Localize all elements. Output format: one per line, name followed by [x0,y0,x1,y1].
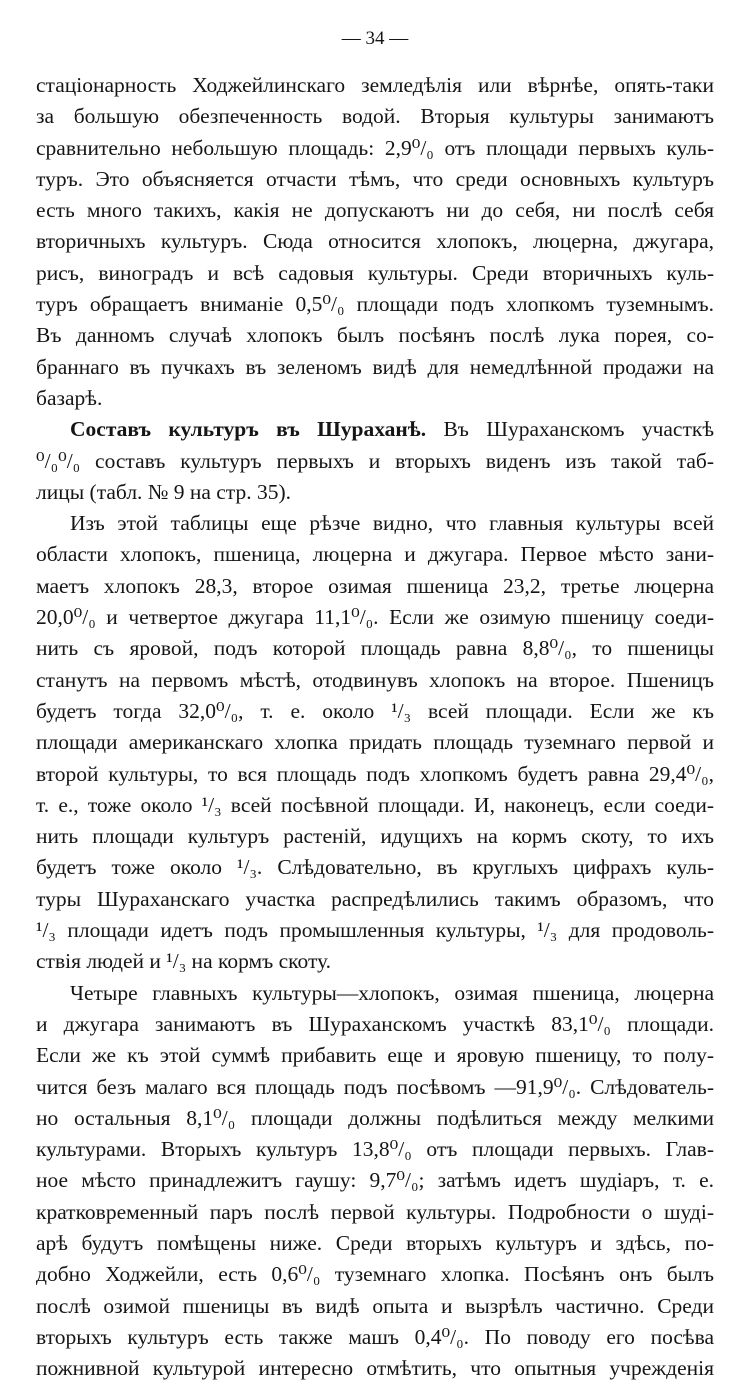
text-line: площади американскаго хлопка придать площадь туземнаго первой и [36,730,714,755]
page-number: — 34 — [341,28,409,49]
text-line: 20,0⁰/₀ и четвертое джугара 11,1⁰/₀. Если же озимую пшеницу соеди- [36,605,714,630]
text-line: области хлопокъ, пшеница, люцерна и джугара. Первое мѣсто зани- [36,542,714,567]
section-heading: Составъ культуръ въ Шураханѣ. [70,417,427,442]
text-line: Если же къ этой суммѣ прибавить еще и яровую пшеницу, то полу- [36,1043,714,1068]
text-line: и джугара занимаютъ въ Шураханскомъ участкѣ 83,1⁰/₀ площади. [36,1011,714,1036]
text-line: базарѣ. [36,385,103,410]
text-line: вторыхъ культуръ есть также машъ 0,4⁰/₀. По поводу его посѣва [36,1324,714,1349]
text-line: ⁰/₀⁰/₀ составъ культуръ первыхъ и вторыхъ виденъ изъ такой таб- [36,448,714,473]
text-line: будетъ тоже около ¹/₃. Слѣдовательно, въ круглыхъ цифрахъ куль- [36,855,714,880]
text-line: сравнительно небольшую площадь: 2,9⁰/₀ отъ площади первыхъ куль- [36,135,714,160]
text-line: т. е., тоже около ¹/₃ всей посѣвной площади. И, наконецъ, если соеди- [36,792,714,817]
paragraph-3 [36,508,714,977]
paragraph-1 [36,70,714,414]
text-line: нить съ яровой, подъ которой площадь равна 8,8⁰/₀, то пшеницы [36,636,714,661]
text-line: пожнивной культурой интересно отмѣтить, что опытныя учрежденія [36,1356,714,1381]
text-line: кратковременный паръ послѣ первой культуры. Подробности о шуді- [36,1199,714,1224]
text-line: есть много такихъ, какія не допускаютъ ни до себя, ни послѣ себя [36,198,714,223]
text-line: ствія людей и ¹/₃ на кормъ скоту. [36,949,332,974]
text-line: вторичныхъ культуръ. Сюда относится хлопокъ, люцерна, джугара, [36,229,714,254]
text-line: послѣ озимой пшеницы въ видѣ опыта и вызрѣлъ частично. Среди [36,1293,714,1318]
section-heading-line [36,414,714,445]
text-line: культурами. Вторыхъ культуръ 13,8⁰/₀ отъ площади первыхъ. Глав- [36,1137,714,1162]
text-line: туры Шураханскаго участка распредѣлились такимъ образомъ, что [36,886,714,911]
paragraph-2 [36,414,714,508]
text-line: Изъ этой таблицы еще рѣзче видно, что главныя культуры всей [70,511,714,536]
text-line: лицы (табл. № 9 на стр. 35). [36,479,291,504]
text-line: Въ данномъ случаѣ хлопокъ былъ посѣянъ послѣ лука порея, со- [36,323,714,348]
text-line: добно Ходжейли, есть 0,6⁰/₀ туземнаго хлопка. Посѣянъ онъ былъ [36,1262,714,1287]
text-line: будетъ тогда 32,0⁰/₀, т. е. около ¹/₃ всей площади. Если же къ [36,698,714,723]
paragraph-4 [36,978,714,1384]
text-line: арѣ будутъ помѣщены ниже. Среди вторыхъ культуръ и здѣсь, по- [36,1230,714,1255]
text-line: Четыре главныхъ культуры—хлопокъ, озимая пшеница, люцерна [70,980,714,1005]
text-line: туръ обращаетъ вниманіе 0,5⁰/₀ площади подъ хлопкомъ туземнымъ. [36,292,714,317]
text-line: нить площади культуръ растеній, идущихъ на кормъ скоту, то ихъ [36,824,714,849]
text-line: туръ. Это объясняется отчасти тѣмъ, что среди основныхъ культуръ [36,166,714,191]
text-line: маетъ хлопокъ 28,3, второе озимая пшеница 23,2, третье люцерна [36,573,714,598]
text-line: рисъ, виноградъ и всѣ садовыя культуры. Среди вторичныхъ куль- [36,260,714,285]
heading-line-rest: Въ Шураханскомъ участкѣ [426,417,714,442]
text-line: второй культуры, то вся площадь подъ хлопкомъ будетъ равна 29,4⁰/₀, [36,761,714,786]
text-line: браннаго въ пучкахъ въ зеленомъ видѣ для немедлѣнной продажи на [36,354,714,379]
text-line: но остальныя 8,1⁰/₀ площади должны подѣлиться между мелкими [36,1105,714,1130]
text-line: станутъ на первомъ мѣстѣ, отодвинувъ хлопокъ на второе. Пшеницъ [36,667,714,692]
text-line: за большую обезпеченность водой. Вторыя культуры занимаютъ [36,104,714,129]
text-line: ¹/₃ площади идетъ подъ промышленныя культуры, ¹/₃ для продоволь- [36,918,714,943]
text-line: стаціонарность Ходжейлинскаго земледѣлія или вѣрнѣе, опять-таки [36,73,714,97]
text-line: чится безъ малаго вся площадь подъ посѣвомъ —91,9⁰/₀. Слѣдователь- [36,1074,714,1099]
text-line: ное мѣсто принадлежитъ гаушу: 9,7⁰/₀; затѣмъ идетъ шудіаръ, т. е. [36,1168,714,1193]
